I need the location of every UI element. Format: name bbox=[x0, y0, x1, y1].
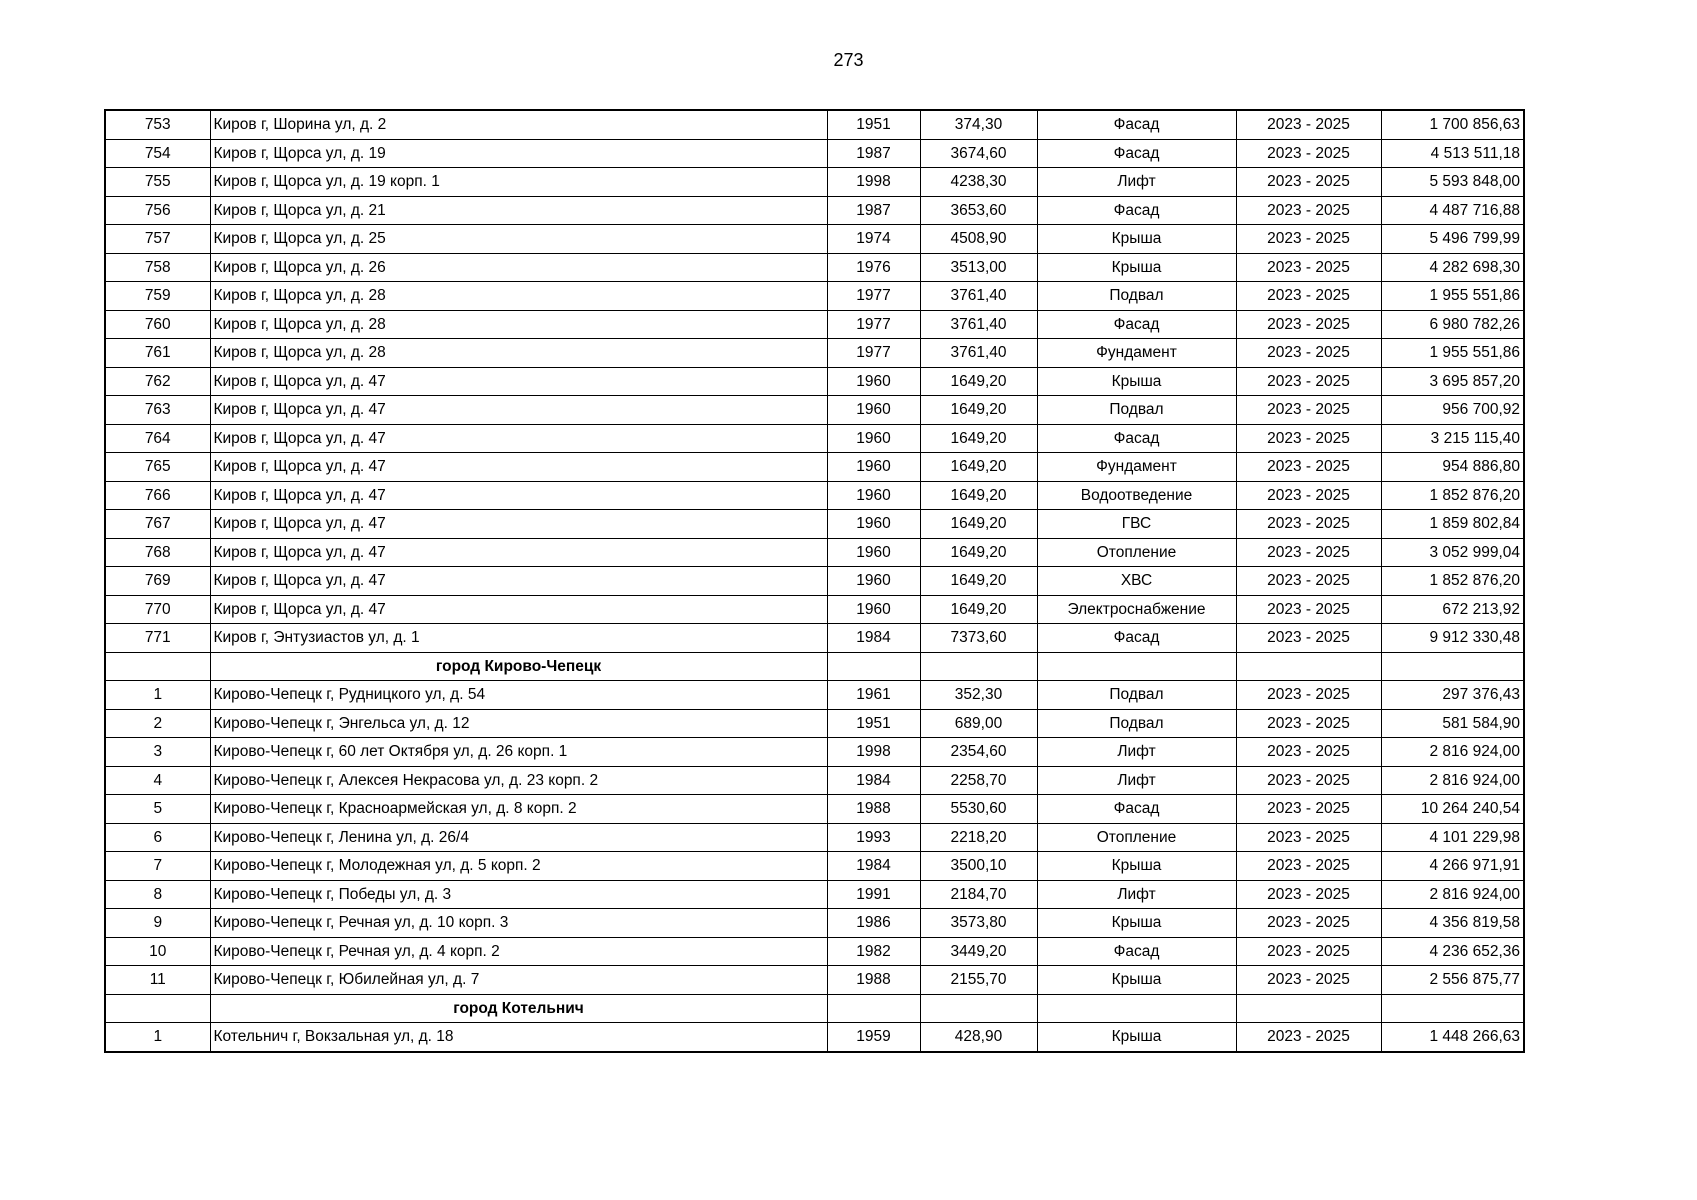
row-area: 3761,40 bbox=[920, 310, 1037, 339]
table-row bbox=[105, 339, 1524, 368]
table-body bbox=[105, 110, 1524, 1052]
row-address: Киров г, Щорса ул, д. 47 bbox=[210, 567, 827, 596]
table-row bbox=[105, 139, 1524, 168]
row-cost: 1 700 856,63 bbox=[1381, 110, 1524, 139]
row-address: Киров г, Щорса ул, д. 28 bbox=[210, 339, 827, 368]
row-period: 2023 - 2025 bbox=[1236, 852, 1381, 881]
row-area: 1649,20 bbox=[920, 481, 1037, 510]
row-address: Кирово-Чепецк г, Алексея Некрасова ул, д. 23 корп. 2 bbox=[210, 766, 827, 795]
row-year: 1986 bbox=[827, 909, 920, 938]
row-period: 2023 - 2025 bbox=[1236, 538, 1381, 567]
repair-register-table bbox=[104, 109, 1525, 1053]
row-period: 2023 - 2025 bbox=[1236, 339, 1381, 368]
row-address: Кирово-Чепецк г, 60 лет Октября ул, д. 26 корп. 1 bbox=[210, 738, 827, 767]
row-cost: 9 912 330,48 bbox=[1381, 624, 1524, 653]
table-row bbox=[105, 424, 1524, 453]
row-address: Киров г, Щорса ул, д. 47 bbox=[210, 510, 827, 539]
row-address: Кирово-Чепецк г, Речная ул, д. 10 корп. 3 bbox=[210, 909, 827, 938]
row-cost: 4 282 698,30 bbox=[1381, 253, 1524, 282]
row-period: 2023 - 2025 bbox=[1236, 453, 1381, 482]
row-area: 1649,20 bbox=[920, 510, 1037, 539]
table-row bbox=[105, 538, 1524, 567]
row-number: 1 bbox=[105, 681, 210, 710]
table-row bbox=[105, 367, 1524, 396]
row-address: Киров г, Щорса ул, д. 25 bbox=[210, 225, 827, 254]
row-area: 1649,20 bbox=[920, 367, 1037, 396]
row-area: 3573,80 bbox=[920, 909, 1037, 938]
table-row bbox=[105, 880, 1524, 909]
row-cost: 2 556 875,77 bbox=[1381, 966, 1524, 995]
row-work-type: Крыша bbox=[1037, 909, 1236, 938]
row-number: 11 bbox=[105, 966, 210, 995]
row-year: 1987 bbox=[827, 139, 920, 168]
row-address: Киров г, Щорса ул, д. 19 bbox=[210, 139, 827, 168]
row-address: Киров г, Энтузиастов ул, д. 1 bbox=[210, 624, 827, 653]
row-period: 2023 - 2025 bbox=[1236, 567, 1381, 596]
row-work-type: Фасад bbox=[1037, 937, 1236, 966]
row-area: 4508,90 bbox=[920, 225, 1037, 254]
table-row bbox=[105, 966, 1524, 995]
row-number: 3 bbox=[105, 738, 210, 767]
row-work-type: Крыша bbox=[1037, 367, 1236, 396]
row-period: 2023 - 2025 bbox=[1236, 738, 1381, 767]
row-address: Киров г, Щорса ул, д. 26 bbox=[210, 253, 827, 282]
row-area: 3674,60 bbox=[920, 139, 1037, 168]
row-period: 2023 - 2025 bbox=[1236, 795, 1381, 824]
table-row bbox=[105, 795, 1524, 824]
row-area: 3761,40 bbox=[920, 339, 1037, 368]
row-year: 1977 bbox=[827, 282, 920, 311]
row-area: 428,90 bbox=[920, 1023, 1037, 1052]
row-area: 2218,20 bbox=[920, 823, 1037, 852]
row-work-type: Фасад bbox=[1037, 310, 1236, 339]
row-year: 1960 bbox=[827, 510, 920, 539]
row-period: 2023 - 2025 bbox=[1236, 168, 1381, 197]
row-cost: 2 816 924,00 bbox=[1381, 766, 1524, 795]
row-area: 3500,10 bbox=[920, 852, 1037, 881]
row-number: 758 bbox=[105, 253, 210, 282]
empty-cell bbox=[1037, 994, 1236, 1023]
row-address: Кирово-Чепецк г, Юбилейная ул, д. 7 bbox=[210, 966, 827, 995]
row-address: Кирово-Чепецк г, Красноармейская ул, д. 8 корп. 2 bbox=[210, 795, 827, 824]
row-area: 2184,70 bbox=[920, 880, 1037, 909]
table-row bbox=[105, 766, 1524, 795]
row-period: 2023 - 2025 bbox=[1236, 481, 1381, 510]
row-year: 1960 bbox=[827, 424, 920, 453]
row-work-type: Электроснабжение bbox=[1037, 595, 1236, 624]
row-work-type: Лифт bbox=[1037, 880, 1236, 909]
row-cost: 4 101 229,98 bbox=[1381, 823, 1524, 852]
row-work-type: Отопление bbox=[1037, 538, 1236, 567]
row-cost: 5 496 799,99 bbox=[1381, 225, 1524, 254]
row-period: 2023 - 2025 bbox=[1236, 595, 1381, 624]
row-work-type: Фасад bbox=[1037, 424, 1236, 453]
table-row bbox=[105, 909, 1524, 938]
row-work-type: Фасад bbox=[1037, 139, 1236, 168]
row-area: 1649,20 bbox=[920, 424, 1037, 453]
row-cost: 1 859 802,84 bbox=[1381, 510, 1524, 539]
row-number: 6 bbox=[105, 823, 210, 852]
row-number: 756 bbox=[105, 196, 210, 225]
table-row bbox=[105, 481, 1524, 510]
table-row bbox=[105, 196, 1524, 225]
row-work-type: Лифт bbox=[1037, 168, 1236, 197]
row-period: 2023 - 2025 bbox=[1236, 282, 1381, 311]
row-period: 2023 - 2025 bbox=[1236, 225, 1381, 254]
row-year: 1960 bbox=[827, 453, 920, 482]
row-cost: 1 448 266,63 bbox=[1381, 1023, 1524, 1052]
row-work-type: Крыша bbox=[1037, 966, 1236, 995]
row-cost: 2 816 924,00 bbox=[1381, 738, 1524, 767]
row-period: 2023 - 2025 bbox=[1236, 937, 1381, 966]
row-year: 1984 bbox=[827, 852, 920, 881]
row-work-type: Фасад bbox=[1037, 196, 1236, 225]
table-row bbox=[105, 310, 1524, 339]
row-address: Киров г, Шорина ул, д. 2 bbox=[210, 110, 827, 139]
row-number: 769 bbox=[105, 567, 210, 596]
row-year: 1982 bbox=[827, 937, 920, 966]
row-period: 2023 - 2025 bbox=[1236, 310, 1381, 339]
row-year: 1951 bbox=[827, 709, 920, 738]
row-year: 1987 bbox=[827, 196, 920, 225]
row-address: Кирово-Чепецк г, Энгельса ул, д. 12 bbox=[210, 709, 827, 738]
row-area: 1649,20 bbox=[920, 595, 1037, 624]
row-year: 1961 bbox=[827, 681, 920, 710]
table-row bbox=[105, 510, 1524, 539]
row-number: 8 bbox=[105, 880, 210, 909]
row-number: 761 bbox=[105, 339, 210, 368]
row-work-type: ХВС bbox=[1037, 567, 1236, 596]
row-period: 2023 - 2025 bbox=[1236, 823, 1381, 852]
row-area: 352,30 bbox=[920, 681, 1037, 710]
row-year: 1991 bbox=[827, 880, 920, 909]
row-address: Кирово-Чепецк г, Рудницкого ул, д. 54 bbox=[210, 681, 827, 710]
row-address: Киров г, Щорса ул, д. 28 bbox=[210, 310, 827, 339]
row-cost: 1 852 876,20 bbox=[1381, 481, 1524, 510]
row-area: 3449,20 bbox=[920, 937, 1037, 966]
empty-cell bbox=[920, 652, 1037, 681]
row-cost: 6 980 782,26 bbox=[1381, 310, 1524, 339]
table-row bbox=[105, 1023, 1524, 1052]
row-year: 1960 bbox=[827, 396, 920, 425]
table-row bbox=[105, 396, 1524, 425]
row-work-type: Подвал bbox=[1037, 282, 1236, 311]
row-area: 3653,60 bbox=[920, 196, 1037, 225]
row-year: 1998 bbox=[827, 738, 920, 767]
row-cost: 2 816 924,00 bbox=[1381, 880, 1524, 909]
row-number: 766 bbox=[105, 481, 210, 510]
row-cost: 672 213,92 bbox=[1381, 595, 1524, 624]
row-number: 759 bbox=[105, 282, 210, 311]
row-year: 1960 bbox=[827, 595, 920, 624]
empty-cell bbox=[920, 994, 1037, 1023]
row-area: 3761,40 bbox=[920, 282, 1037, 311]
row-year: 1993 bbox=[827, 823, 920, 852]
row-area: 1649,20 bbox=[920, 396, 1037, 425]
row-number: 768 bbox=[105, 538, 210, 567]
row-address: Киров г, Щорса ул, д. 47 bbox=[210, 595, 827, 624]
row-number: 7 bbox=[105, 852, 210, 881]
row-work-type: Отопление bbox=[1037, 823, 1236, 852]
row-area: 2258,70 bbox=[920, 766, 1037, 795]
empty-cell bbox=[105, 652, 210, 681]
row-number: 1 bbox=[105, 1023, 210, 1052]
row-cost: 4 513 511,18 bbox=[1381, 139, 1524, 168]
row-year: 1998 bbox=[827, 168, 920, 197]
table-row bbox=[105, 595, 1524, 624]
row-number: 760 bbox=[105, 310, 210, 339]
empty-cell bbox=[105, 994, 210, 1023]
row-period: 2023 - 2025 bbox=[1236, 624, 1381, 653]
row-year: 1960 bbox=[827, 481, 920, 510]
row-period: 2023 - 2025 bbox=[1236, 139, 1381, 168]
row-area: 7373,60 bbox=[920, 624, 1037, 653]
row-cost: 581 584,90 bbox=[1381, 709, 1524, 738]
row-year: 1960 bbox=[827, 567, 920, 596]
row-year: 1977 bbox=[827, 310, 920, 339]
row-address: Котельнич г, Вокзальная ул, д. 18 bbox=[210, 1023, 827, 1052]
table-row bbox=[105, 937, 1524, 966]
row-cost: 3 052 999,04 bbox=[1381, 538, 1524, 567]
table-row bbox=[105, 624, 1524, 653]
row-period: 2023 - 2025 bbox=[1236, 424, 1381, 453]
empty-cell bbox=[1381, 652, 1524, 681]
row-period: 2023 - 2025 bbox=[1236, 966, 1381, 995]
table-row bbox=[105, 709, 1524, 738]
row-address: Кирово-Чепецк г, Молодежная ул, д. 5 корп. 2 bbox=[210, 852, 827, 881]
row-year: 1960 bbox=[827, 367, 920, 396]
table-row bbox=[105, 282, 1524, 311]
row-year: 1988 bbox=[827, 795, 920, 824]
section-header-row bbox=[105, 652, 1524, 681]
row-period: 2023 - 2025 bbox=[1236, 681, 1381, 710]
row-number: 754 bbox=[105, 139, 210, 168]
empty-cell bbox=[1236, 994, 1381, 1023]
row-year: 1951 bbox=[827, 110, 920, 139]
row-number: 2 bbox=[105, 709, 210, 738]
row-number: 763 bbox=[105, 396, 210, 425]
row-address: Киров г, Щорса ул, д. 47 bbox=[210, 424, 827, 453]
table-row bbox=[105, 567, 1524, 596]
row-number: 755 bbox=[105, 168, 210, 197]
section-title: город Кирово-Чепецк bbox=[210, 652, 827, 681]
row-work-type: Фасад bbox=[1037, 795, 1236, 824]
row-cost: 4 356 819,58 bbox=[1381, 909, 1524, 938]
row-number: 762 bbox=[105, 367, 210, 396]
page-number: 273 bbox=[833, 50, 864, 70]
row-work-type: Подвал bbox=[1037, 396, 1236, 425]
row-cost: 4 236 652,36 bbox=[1381, 937, 1524, 966]
row-work-type: Фундамент bbox=[1037, 453, 1236, 482]
row-year: 1959 bbox=[827, 1023, 920, 1052]
row-cost: 1 955 551,86 bbox=[1381, 282, 1524, 311]
section-title: город Котельнич bbox=[210, 994, 827, 1023]
row-address: Киров г, Щорса ул, д. 47 bbox=[210, 538, 827, 567]
table-row bbox=[105, 110, 1524, 139]
row-area: 2155,70 bbox=[920, 966, 1037, 995]
row-year: 1977 bbox=[827, 339, 920, 368]
row-work-type: Подвал bbox=[1037, 681, 1236, 710]
row-number: 9 bbox=[105, 909, 210, 938]
row-cost: 4 266 971,91 bbox=[1381, 852, 1524, 881]
table-row bbox=[105, 852, 1524, 881]
row-work-type: Крыша bbox=[1037, 225, 1236, 254]
row-area: 1649,20 bbox=[920, 567, 1037, 596]
table-row bbox=[105, 253, 1524, 282]
empty-cell bbox=[827, 994, 920, 1023]
row-area: 2354,60 bbox=[920, 738, 1037, 767]
row-cost: 297 376,43 bbox=[1381, 681, 1524, 710]
row-work-type: Крыша bbox=[1037, 253, 1236, 282]
row-number: 5 bbox=[105, 795, 210, 824]
row-area: 1649,20 bbox=[920, 538, 1037, 567]
row-work-type: Лифт bbox=[1037, 738, 1236, 767]
empty-cell bbox=[1037, 652, 1236, 681]
row-period: 2023 - 2025 bbox=[1236, 110, 1381, 139]
row-number: 767 bbox=[105, 510, 210, 539]
row-period: 2023 - 2025 bbox=[1236, 510, 1381, 539]
row-address: Кирово-Чепецк г, Речная ул, д. 4 корп. 2 bbox=[210, 937, 827, 966]
row-work-type: Фасад bbox=[1037, 110, 1236, 139]
row-area: 689,00 bbox=[920, 709, 1037, 738]
row-number: 10 bbox=[105, 937, 210, 966]
row-address: Киров г, Щорса ул, д. 47 bbox=[210, 481, 827, 510]
row-address: Киров г, Щорса ул, д. 28 bbox=[210, 282, 827, 311]
row-number: 757 bbox=[105, 225, 210, 254]
row-cost: 1 852 876,20 bbox=[1381, 567, 1524, 596]
empty-cell bbox=[827, 652, 920, 681]
row-year: 1960 bbox=[827, 538, 920, 567]
row-area: 5530,60 bbox=[920, 795, 1037, 824]
row-number: 765 bbox=[105, 453, 210, 482]
row-period: 2023 - 2025 bbox=[1236, 1023, 1381, 1052]
row-number: 770 bbox=[105, 595, 210, 624]
table-row bbox=[105, 823, 1524, 852]
row-work-type: Фундамент bbox=[1037, 339, 1236, 368]
row-address: Кирово-Чепецк г, Ленина ул, д. 26/4 bbox=[210, 823, 827, 852]
row-area: 3513,00 bbox=[920, 253, 1037, 282]
table-row bbox=[105, 681, 1524, 710]
row-work-type: Подвал bbox=[1037, 709, 1236, 738]
row-address: Киров г, Щорса ул, д. 47 bbox=[210, 396, 827, 425]
row-work-type: Крыша bbox=[1037, 852, 1236, 881]
row-work-type: Фасад bbox=[1037, 624, 1236, 653]
row-work-type: Лифт bbox=[1037, 766, 1236, 795]
row-work-type: ГВС bbox=[1037, 510, 1236, 539]
row-area: 374,30 bbox=[920, 110, 1037, 139]
row-cost: 4 487 716,88 bbox=[1381, 196, 1524, 225]
row-period: 2023 - 2025 bbox=[1236, 196, 1381, 225]
row-number: 753 bbox=[105, 110, 210, 139]
row-number: 764 bbox=[105, 424, 210, 453]
row-period: 2023 - 2025 bbox=[1236, 709, 1381, 738]
row-address: Киров г, Щорса ул, д. 19 корп. 1 bbox=[210, 168, 827, 197]
empty-cell bbox=[1236, 652, 1381, 681]
row-year: 1974 bbox=[827, 225, 920, 254]
row-period: 2023 - 2025 bbox=[1236, 396, 1381, 425]
table-row bbox=[105, 168, 1524, 197]
row-cost: 3 695 857,20 bbox=[1381, 367, 1524, 396]
row-number: 771 bbox=[105, 624, 210, 653]
row-work-type: Водоотведение bbox=[1037, 481, 1236, 510]
row-year: 1976 bbox=[827, 253, 920, 282]
row-period: 2023 - 2025 bbox=[1236, 880, 1381, 909]
row-number: 4 bbox=[105, 766, 210, 795]
row-cost: 10 264 240,54 bbox=[1381, 795, 1524, 824]
section-header-row bbox=[105, 994, 1524, 1023]
row-cost: 954 886,80 bbox=[1381, 453, 1524, 482]
row-cost: 956 700,92 bbox=[1381, 396, 1524, 425]
row-area: 1649,20 bbox=[920, 453, 1037, 482]
row-period: 2023 - 2025 bbox=[1236, 253, 1381, 282]
row-cost: 1 955 551,86 bbox=[1381, 339, 1524, 368]
row-cost: 3 215 115,40 bbox=[1381, 424, 1524, 453]
row-year: 1984 bbox=[827, 766, 920, 795]
row-period: 2023 - 2025 bbox=[1236, 766, 1381, 795]
row-period: 2023 - 2025 bbox=[1236, 909, 1381, 938]
table-row bbox=[105, 738, 1524, 767]
row-address: Киров г, Щорса ул, д. 47 bbox=[210, 367, 827, 396]
table-row bbox=[105, 453, 1524, 482]
row-address: Киров г, Щорса ул, д. 47 bbox=[210, 453, 827, 482]
row-cost: 5 593 848,00 bbox=[1381, 168, 1524, 197]
table-row bbox=[105, 225, 1524, 254]
row-work-type: Крыша bbox=[1037, 1023, 1236, 1052]
row-address: Киров г, Щорса ул, д. 21 bbox=[210, 196, 827, 225]
row-address: Кирово-Чепецк г, Победы ул, д. 3 bbox=[210, 880, 827, 909]
row-period: 2023 - 2025 bbox=[1236, 367, 1381, 396]
row-year: 1988 bbox=[827, 966, 920, 995]
empty-cell bbox=[1381, 994, 1524, 1023]
row-area: 4238,30 bbox=[920, 168, 1037, 197]
row-year: 1984 bbox=[827, 624, 920, 653]
